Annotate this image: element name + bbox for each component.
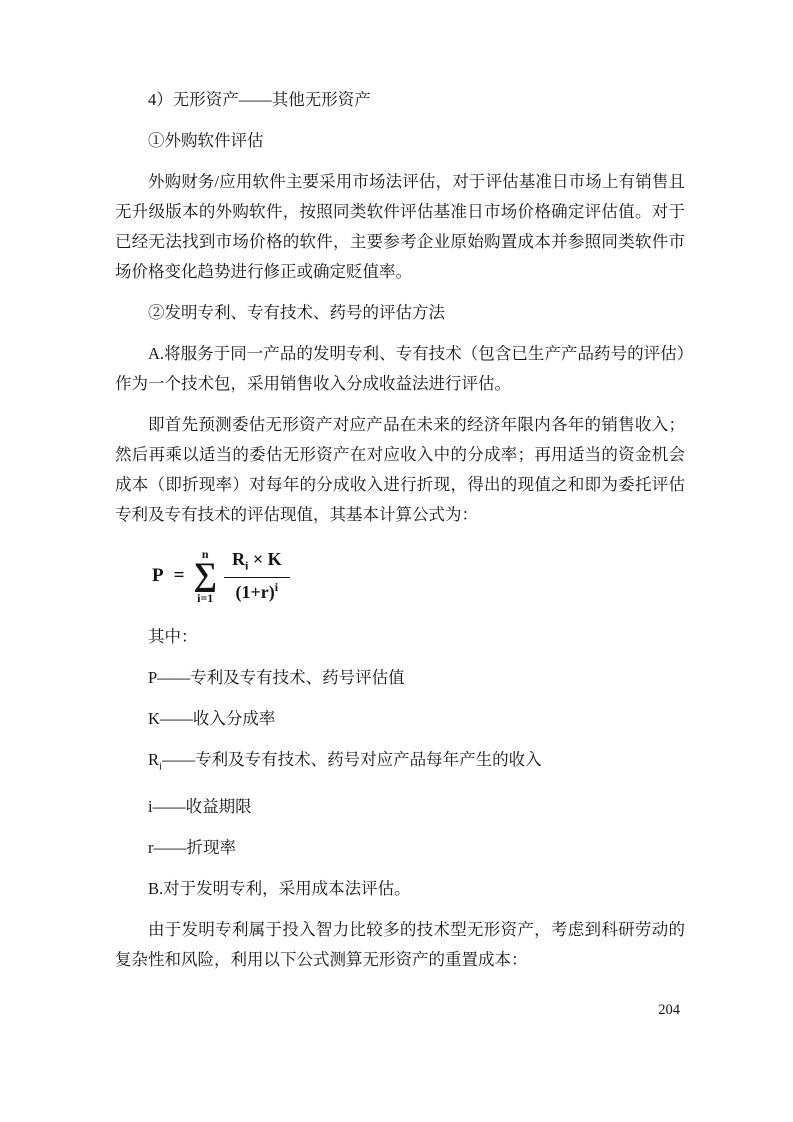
subheading-patent-valuation-method: ②发明专利、专有技术、药号的评估方法 (148, 303, 445, 322)
definition-k: K——收入分成率 (148, 709, 276, 728)
present-value-formula (152, 545, 685, 607)
formula-lhs: P (152, 565, 165, 586)
page-content (115, 85, 685, 986)
definition-p: P——专利及专有技术、药号评估值 (148, 668, 405, 687)
label-where: 其中： (148, 627, 198, 646)
paragraph-method-a: A.将服务于同一产品的发明专利、专有技术（包含已生产产品药号的评估）作为一个技术包，采用销售收入分成收益法进行评估。 (115, 344, 685, 393)
subheading-purchased-software: ①外购软件评估 (148, 131, 264, 150)
fraction-denominator: $(1+r)^i$ (235, 579, 279, 602)
fraction-block (224, 549, 290, 602)
paragraph-purchased-software: 外购财务/应用软件主要采用市场法评估，对于评估基准日市场上有销售且无升级版本的外购软件，按照同类软件评估基准日市场价格确定评估值。对于已经无法找到市场价格的软件，主要参考企业原始购置成本并参照同类软件市场价格变化趋势进行修正或确定贬值率。 (115, 172, 685, 281)
definition-i: i——收益期限 (148, 797, 252, 817)
summation-lower-limit: i=1 (197, 590, 214, 605)
paragraph-income-split-method: 即首先预测委估无形资产对应产品在未来的经济年限内各年的销售收入；然后再乘以适当的委估无形资产在对应收入中的分成率；再用适当的资金机会成本（即折现率）对每年的分成收入进行折现，得出的现值之和即为委托评估专利及专有技术的评估现值，其基本计算公式为： (115, 415, 685, 524)
paragraph-method-b: B.对于发明专利，采用成本法评估。 (148, 879, 411, 899)
definition-ri: $R_i——$专利及专有技术、药号对应产品每年产生的收入 (148, 750, 542, 773)
section-heading-intangible-assets: 4）无形资产——其他无形资产 (148, 90, 371, 109)
equals-sign: = (173, 565, 185, 586)
sigma-symbol: ∑ (193, 557, 217, 594)
fraction-numerator: $R_i \times K$ (224, 549, 290, 577)
definition-r: r——折现率 (148, 838, 236, 858)
summation-block (193, 548, 217, 603)
page-number: 204 (658, 1002, 680, 1018)
paragraph-replacement-cost: 由于发明专利属于投入智力比较多的技术型无形资产，考虑到科研劳动的复杂性和风险，利用以下公式测算无形资产的重置成本： (115, 920, 685, 970)
summation-upper-limit: n (201, 547, 209, 562)
